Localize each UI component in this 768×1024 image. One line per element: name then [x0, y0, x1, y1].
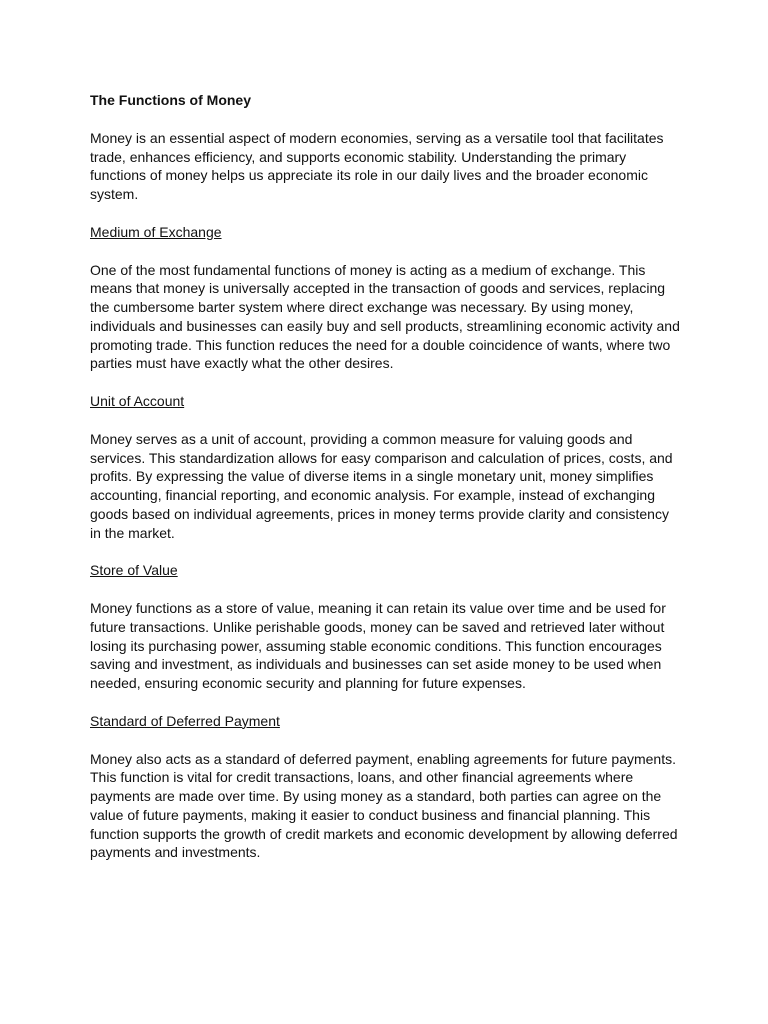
- section-body-store-of-value: Money functions as a store of value, meaning it can retain its value over time and be used for future transactions. Unlike perishable goods, money can be saved and retrieved later without losing its purchasing power, assuming stable economic conditions. This function encourages saving and investment, as individuals and businesses can set aside money to be used when needed, ensuring economic security and planning for future expenses.: [90, 600, 666, 691]
- section-body-unit-of-account: Money serves as a unit of account, providing a common measure for valuing goods and services. This standardization allows for easy comparison and calculation of prices, costs, and profits. By expressing the value of diverse items in a single monetary unit, money simplifies accounting, financial reporting, and economic analysis. For example, instead of exchanging goods based on individual agreements, prices in money terms provide clarity and consistency in the market.: [90, 430, 673, 541]
- document-title: The Functions of Money: [90, 92, 251, 108]
- section-heading-medium-of-exchange: Medium of Exchange: [90, 223, 222, 240]
- section-heading-standard-of-deferred-payment: Standard of Deferred Payment: [90, 712, 280, 729]
- section-heading-unit-of-account: Unit of Account: [90, 393, 185, 409]
- intro-paragraph: Money is an essential aspect of modern economies, serving as a versatile tool that facilitates trade, enhances efficiency, and supports economic stability. Understanding the primary functions of money helps us appreciate its role in our daily lives and the broader economic system.: [90, 129, 664, 202]
- section-body-medium-of-exchange: One of the most fundamental functions of money is acting as a medium of exchange. This means that money is universally accepted in the transaction of goods and services, replacing the cumbersome barter system where direct exchange was necessary. By using money, individuals and businesses can easily buy and sell products, streamlining economic activity and promoting trade. This function reduces the need for a double coincidence of wants, where two parties must have exactly what the other desires.: [90, 261, 680, 372]
- document-page: [90, 91, 680, 881]
- section-heading-store-of-value: Store of Value: [90, 562, 178, 579]
- section-body-standard-of-deferred-payment: Money also acts as a standard of deferred payment, enabling agreements for future payments. This function is vital for credit transactions, loans, and other financial agreements where payments are made over time. By using money as a standard, both parties can agree on the value of future payments, making it easier to conduct business and financial planning. This function supports the growth of credit markets and economic development by allowing deferred payments and investments.: [90, 750, 678, 861]
